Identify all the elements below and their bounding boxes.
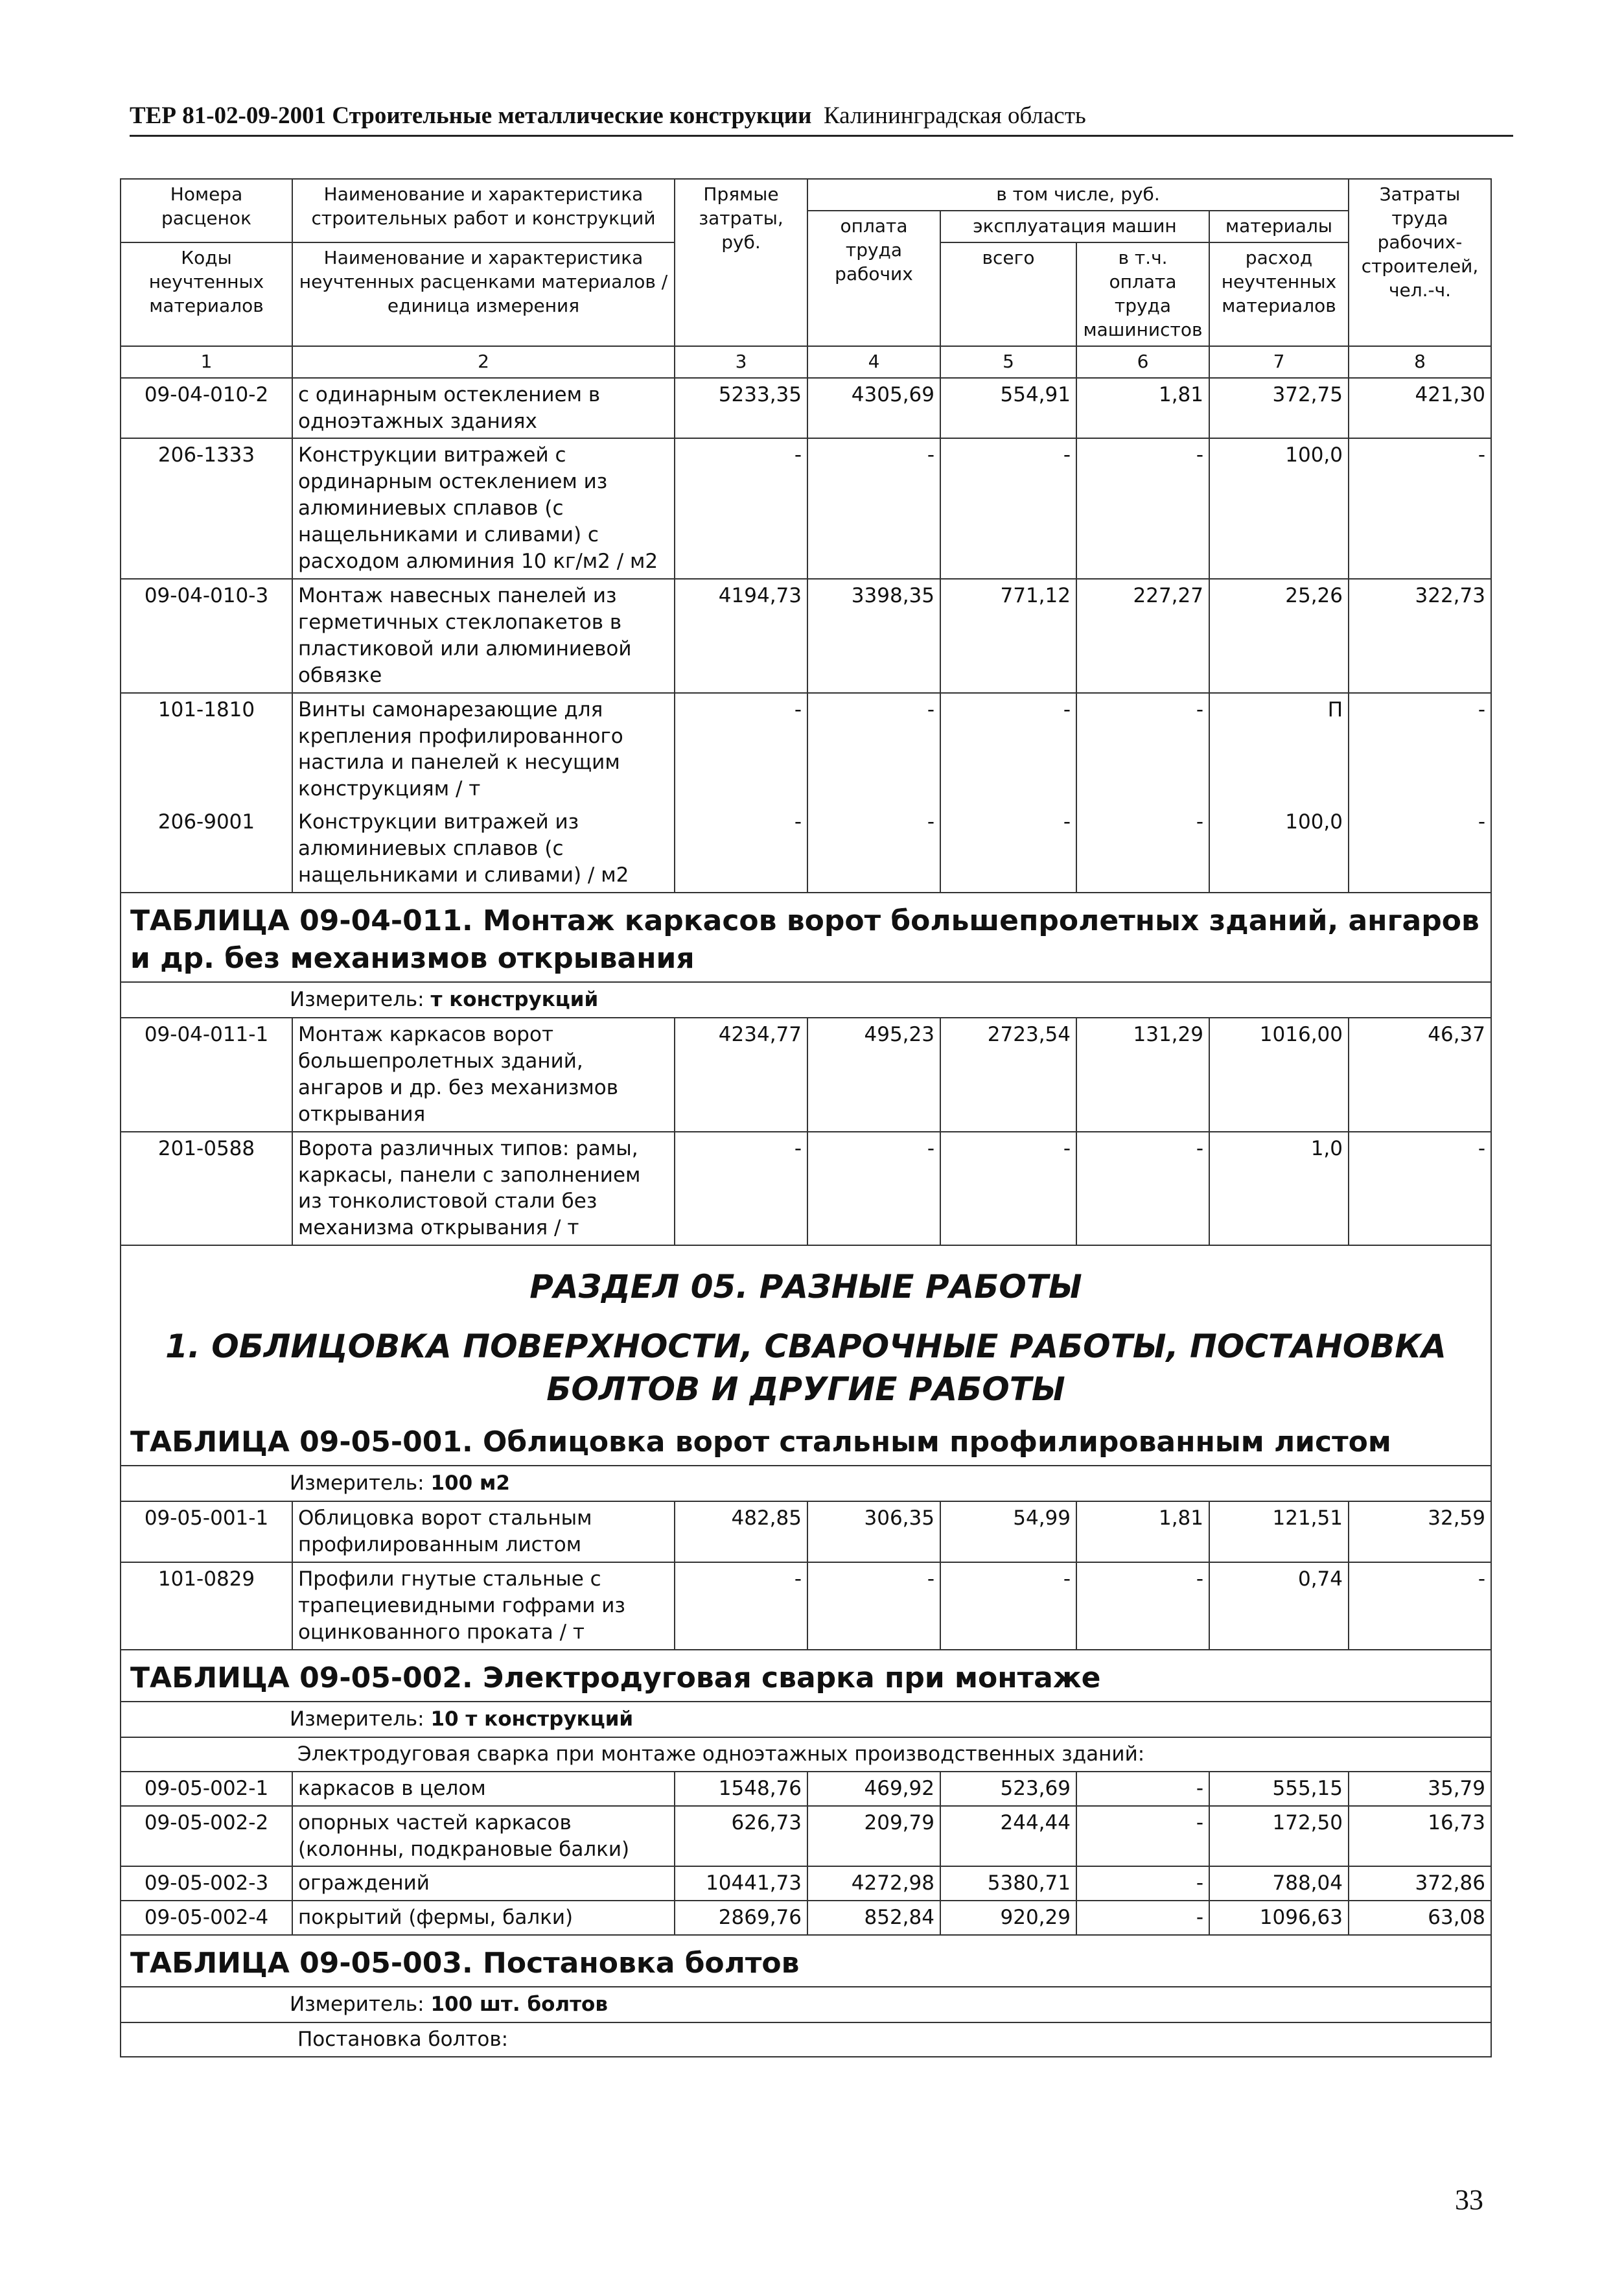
table-title-row — [121, 893, 1491, 982]
value-cell: - — [807, 438, 940, 579]
value-cell: - — [1076, 1772, 1209, 1806]
column-number-row — [121, 346, 1491, 378]
value-cell: - — [1076, 693, 1209, 806]
table-row — [121, 579, 1491, 693]
region-label: Калининградская область — [823, 102, 1086, 129]
table-row — [121, 438, 1491, 579]
table-row — [121, 1772, 1491, 1806]
measure-unit — [121, 982, 1491, 1018]
value-cell: 54,99 — [940, 1501, 1076, 1562]
value-cell: - — [807, 693, 940, 806]
header-worker-wage: оплата труда рабочих — [807, 211, 940, 346]
material-code: 101-0829 — [121, 1562, 292, 1650]
value-cell: - — [675, 693, 807, 806]
value-cell: 1548,76 — [675, 1772, 807, 1806]
rate-code: 09-05-002-4 — [121, 1901, 292, 1935]
header-material-name: Наименование и характеристика неучтенных расценками материалов / единица измерения — [292, 242, 675, 346]
empty-cell — [121, 1737, 292, 1772]
value-cell: 121,51 — [1209, 1501, 1349, 1562]
value-cell: 372,86 — [1349, 1866, 1491, 1901]
rate-name: каркасов в целом — [292, 1772, 675, 1806]
table-title-row — [121, 1650, 1491, 1702]
measure-label: Измеритель: — [290, 1993, 424, 2017]
value-cell: - — [807, 1132, 940, 1246]
table-title-row — [121, 1935, 1491, 1987]
header-materials: материалы — [1209, 211, 1349, 242]
value-cell: - — [1349, 693, 1491, 806]
measure-row — [121, 1466, 1491, 1501]
rate-code: 09-04-010-2 — [121, 378, 292, 439]
value-cell: - — [940, 693, 1076, 806]
subsection-title: 1. ОБЛИЦОВКА ПОВЕРХНОСТИ, СВАРОЧНЫЕ РАБОТЫ, ПОСТАНОВКА БОЛТОВ И ДРУГИЕ РАБОТЫ — [121, 1312, 1491, 1414]
value-cell: 0,74 — [1209, 1562, 1349, 1650]
material-code: 206-1333 — [121, 438, 292, 579]
table-row — [121, 1866, 1491, 1901]
table-row — [121, 1806, 1491, 1867]
value-cell: 10441,73 — [675, 1866, 807, 1901]
value-cell: 5380,71 — [940, 1866, 1076, 1901]
measure-value: 10 т конструкций — [430, 1707, 634, 1731]
material-name: Винты самонарезающие для крепления профилированного настила и панелей к несущим конструкциям / т — [292, 693, 675, 806]
value-cell: - — [1076, 806, 1209, 893]
value-cell: - — [1076, 1562, 1209, 1650]
rate-code: 09-05-002-1 — [121, 1772, 292, 1806]
value-cell: 2723,54 — [940, 1018, 1076, 1132]
table-row — [121, 1018, 1491, 1132]
measure-row — [121, 982, 1491, 1018]
table-row — [121, 693, 1491, 806]
measure-value: 100 м2 — [430, 1471, 510, 1495]
header-material-codes: Коды неучтенных материалов — [121, 242, 292, 346]
value-cell: 4234,77 — [675, 1018, 807, 1132]
measure-unit — [121, 1702, 1491, 1737]
material-code: 206-9001 — [121, 806, 292, 893]
table-row — [121, 1562, 1491, 1650]
value-cell: - — [1076, 1806, 1209, 1867]
value-cell: 1,81 — [1076, 378, 1209, 439]
group-label-row — [121, 2022, 1491, 2057]
value-cell: 1,81 — [1076, 1501, 1209, 1562]
table-09-05-002-title: ТАБЛИЦА 09-05-002. Электродуговая сварка при монтаже — [121, 1650, 1491, 1702]
header-unaccounted-materials: расход неучтенных материалов — [1209, 242, 1349, 346]
value-cell: - — [807, 806, 940, 893]
rate-name: опорных частей каркасов (колонны, подкрановые балки) — [292, 1806, 675, 1867]
column-number: 8 — [1349, 346, 1491, 378]
rate-code: 09-05-002-2 — [121, 1806, 292, 1867]
value-cell: 852,84 — [807, 1901, 940, 1935]
measure-label: Измеритель: — [290, 1707, 424, 1731]
header-including: в том числе, руб. — [807, 179, 1349, 211]
value-cell: 1,0 — [1209, 1132, 1349, 1246]
value-cell: 5233,35 — [675, 378, 807, 439]
value-cell: 1096,63 — [1209, 1901, 1349, 1935]
material-name: Ворота различных типов: рамы, каркасы, панели с заполнением из тонколистовой стали без механизма открывания / т — [292, 1132, 675, 1246]
value-cell: 554,91 — [940, 378, 1076, 439]
rate-name: Облицовка ворот стальным профилированным листом — [292, 1501, 675, 1562]
rate-name: Монтаж каркасов ворот большепролетных зданий, ангаров и др. без механизмов открывания — [292, 1018, 675, 1132]
value-cell: - — [807, 1562, 940, 1650]
value-cell: - — [675, 806, 807, 893]
measure-value: 100 шт. болтов — [430, 1993, 608, 2017]
value-cell: 172,50 — [1209, 1806, 1349, 1867]
measure-label: Измеритель: — [290, 988, 424, 1012]
value-cell: 35,79 — [1349, 1772, 1491, 1806]
value-cell: 523,69 — [940, 1772, 1076, 1806]
value-cell: 469,92 — [807, 1772, 940, 1806]
material-name: Конструкции витражей с ординарным остеклением из алюминиевых сплавов (с нащельниками и сливами) с расходом алюминия 10 кг/м2 / м2 — [292, 438, 675, 579]
value-cell: 100,0 — [1209, 438, 1349, 579]
value-cell: 100,0 — [1209, 806, 1349, 893]
table-row — [121, 806, 1491, 893]
rate-code: 09-04-010-3 — [121, 579, 292, 693]
rate-name: ограждений — [292, 1866, 675, 1901]
material-name: Профили гнутые стальные с трапециевидными гофрами из оцинкованного проката / т — [292, 1562, 675, 1650]
value-cell: 63,08 — [1349, 1901, 1491, 1935]
header-machinist-wage: в т.ч. оплата труда машинистов — [1076, 242, 1209, 346]
value-cell: - — [675, 438, 807, 579]
header-machine-operation: эксплуатация машин — [940, 211, 1209, 242]
measure-unit — [121, 1987, 1491, 2022]
empty-cell — [121, 2022, 292, 2057]
value-cell: - — [675, 1132, 807, 1246]
material-code: 101-1810 — [121, 693, 292, 806]
rate-code: 09-05-002-3 — [121, 1866, 292, 1901]
column-number: 3 — [675, 346, 807, 378]
section-title-row — [121, 1245, 1491, 1312]
value-cell: 227,27 — [1076, 579, 1209, 693]
table-09-05-003-title: ТАБЛИЦА 09-05-003. Постановка болтов — [121, 1935, 1491, 1987]
table-row — [121, 1901, 1491, 1935]
rate-name: с одинарным остеклением в одноэтажных зданиях — [292, 378, 675, 439]
value-cell: - — [1349, 1562, 1491, 1650]
value-cell: - — [1076, 438, 1209, 579]
value-cell: - — [1349, 1132, 1491, 1246]
column-number: 7 — [1209, 346, 1349, 378]
value-cell: 421,30 — [1349, 378, 1491, 439]
subsection-title-row — [121, 1312, 1491, 1414]
value-cell: - — [1349, 438, 1491, 579]
value-cell: 131,29 — [1076, 1018, 1209, 1132]
measure-label: Измеритель: — [290, 1471, 424, 1495]
value-cell: 322,73 — [1349, 579, 1491, 693]
rates-table — [120, 178, 1492, 2057]
column-number: 5 — [940, 346, 1076, 378]
value-cell: - — [1076, 1866, 1209, 1901]
column-number: 4 — [807, 346, 940, 378]
page-header — [130, 97, 1513, 137]
value-cell: - — [940, 438, 1076, 579]
value-cell: 4305,69 — [807, 378, 940, 439]
rate-name: покрытий (фермы, балки) — [292, 1901, 675, 1935]
value-cell: 25,26 — [1209, 579, 1349, 693]
table-row — [121, 378, 1491, 439]
rate-name: Монтаж навесных панелей из герметичных стеклопакетов в пластиковой или алюминиевой обвязке — [292, 579, 675, 693]
measure-row — [121, 1702, 1491, 1737]
header-work-name: Наименование и характеристика строительных работ и конструкций — [292, 179, 675, 242]
value-cell: 1016,00 — [1209, 1018, 1349, 1132]
section-title: РАЗДЕЛ 05. РАЗНЫЕ РАБОТЫ — [121, 1245, 1491, 1312]
value-cell: 244,44 — [940, 1806, 1076, 1867]
value-cell: 3398,35 — [807, 579, 940, 693]
column-number: 1 — [121, 346, 292, 378]
value-cell: - — [1349, 806, 1491, 893]
column-number: 2 — [292, 346, 675, 378]
table-09-05-001-title: ТАБЛИЦА 09-05-001. Облицовка ворот стальным профилированным листом — [121, 1414, 1491, 1466]
document-body — [120, 178, 1491, 2057]
page-number: 33 — [1455, 2184, 1483, 2216]
value-cell: - — [940, 806, 1076, 893]
value-cell: - — [940, 1562, 1076, 1650]
header-direct-costs: Прямые затраты, руб. — [675, 179, 807, 346]
value-cell: - — [1076, 1132, 1209, 1246]
value-cell: 4272,98 — [807, 1866, 940, 1901]
material-name: Конструкции витражей из алюминиевых сплавов (с нащельниками и сливами) / м2 — [292, 806, 675, 893]
group-label: Электродуговая сварка при монтаже одноэтажных производственных зданий: — [292, 1737, 1491, 1772]
table-row — [121, 1132, 1491, 1246]
rate-code: 09-05-001-1 — [121, 1501, 292, 1562]
value-cell: 372,75 — [1209, 378, 1349, 439]
value-cell: 626,73 — [675, 1806, 807, 1867]
value-cell: 4194,73 — [675, 579, 807, 693]
value-cell: 771,12 — [940, 579, 1076, 693]
value-cell: П — [1209, 693, 1349, 806]
value-cell: 46,37 — [1349, 1018, 1491, 1132]
value-cell: 16,73 — [1349, 1806, 1491, 1867]
value-cell: 920,29 — [940, 1901, 1076, 1935]
value-cell: 2869,76 — [675, 1901, 807, 1935]
value-cell: 482,85 — [675, 1501, 807, 1562]
measure-row — [121, 1987, 1491, 2022]
header-rate-numbers: Номера расценок — [121, 179, 292, 242]
group-label: Постановка болтов: — [292, 2022, 1491, 2057]
material-code: 201-0588 — [121, 1132, 292, 1246]
measure-value: т конструкций — [430, 988, 599, 1012]
value-cell: - — [1076, 1901, 1209, 1935]
value-cell: 555,15 — [1209, 1772, 1349, 1806]
table-header-row — [121, 179, 1491, 211]
column-number: 6 — [1076, 346, 1209, 378]
value-cell: 32,59 — [1349, 1501, 1491, 1562]
group-label-row — [121, 1737, 1491, 1772]
value-cell: 495,23 — [807, 1018, 940, 1132]
measure-unit — [121, 1466, 1491, 1501]
table-title-row — [121, 1414, 1491, 1466]
header-labor: Затраты труда рабочих-строителей, чел.-ч. — [1349, 179, 1491, 346]
value-cell: 788,04 — [1209, 1866, 1349, 1901]
value-cell: - — [675, 1562, 807, 1650]
value-cell: - — [940, 1132, 1076, 1246]
rate-code: 09-04-011-1 — [121, 1018, 292, 1132]
table-09-04-011-title: ТАБЛИЦА 09-04-011. Монтаж каркасов ворот большепролетных зданий, ангаров и др. без механизмов открывания — [121, 893, 1491, 982]
document-code-title: ТЕР 81-02-09-2001 Строительные металлические конструкции — [130, 102, 812, 129]
value-cell: 209,79 — [807, 1806, 940, 1867]
value-cell: 306,35 — [807, 1501, 940, 1562]
table-row — [121, 1501, 1491, 1562]
header-machine-total: всего — [940, 242, 1076, 346]
